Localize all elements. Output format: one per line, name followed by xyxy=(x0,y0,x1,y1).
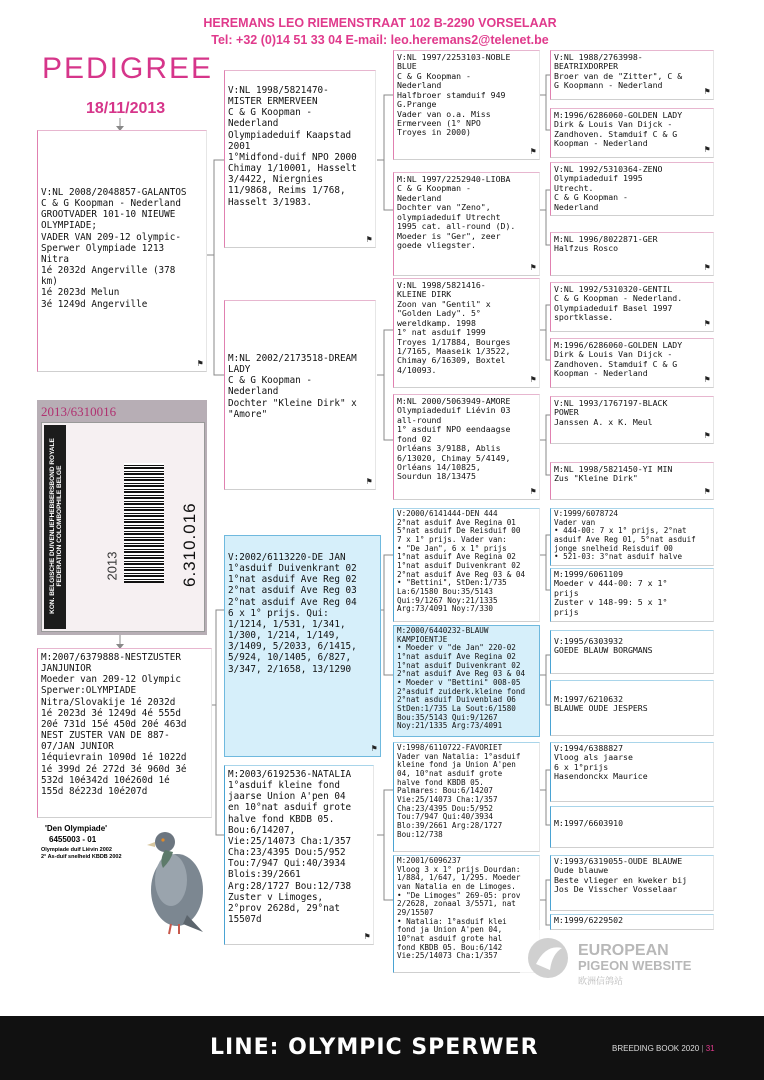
parent-sibling-father-box xyxy=(224,535,381,757)
footer-title: LINE: OLYMPIC SPERWER xyxy=(210,1035,539,1060)
flag-icon: ⚑ xyxy=(530,147,536,157)
flag-icon: ⚑ xyxy=(530,375,536,385)
great-grandparent-text-15: V:1993/6319055-OUDE BLAUWE Oude blauwe Beste vlieger en kweker bij Jos De Visscher Vosselaar xyxy=(554,856,688,895)
great-grandparent-text-9: V:1999/6078724 Vader van • 444-00: 7 x 1° prijs, 2°nat asduif Ave Reg 01, 5°nat asduif jonge snelheid Reisduif 00 • 521-03: 3°nat asduif halve xyxy=(554,509,696,562)
great-grandparent-text-3: V:NL 1992/5310364-ZENO Olympiadeduif 1995 Utrecht. C & G Koopman - Nederland xyxy=(554,164,663,212)
great-grandparent-box-1 xyxy=(550,50,714,100)
ring-card-ring: 2013/6310016 xyxy=(41,404,117,419)
flag-icon: ⚑ xyxy=(704,145,710,155)
great-grandparent-box-11 xyxy=(550,630,714,674)
great-grandparent-text-1: V:NL 1988/2763998- BEATRIXDORPER Broer van de "Zitter", C & G Koopmann - Nederland xyxy=(554,52,683,91)
great-grandparent-text-14: M:1997/6603910 xyxy=(554,818,624,828)
watermark xyxy=(520,930,730,990)
parent-father-box xyxy=(224,70,376,248)
ring-card-federation: KON. BELGISCHE DUIVENLIEFHEBBERSBOND ROYALE FEDERATION COLOMBOPHILE BELGE xyxy=(49,438,63,614)
flag-icon: ⚑ xyxy=(704,375,710,385)
great-grandparent-box-2 xyxy=(550,108,714,158)
ring-card-year: 2013 xyxy=(104,551,120,581)
great-grandparent-box-12 xyxy=(550,680,714,736)
flag-icon: ⚑ xyxy=(704,87,710,97)
parent-mother-text: M:NL 2002/2173518-DREAM LADY C & G Koopman - Nederland Dochter "Kleine Dirk" x "Amore" xyxy=(228,353,357,420)
breeder-name-address: HEREMANS LEO RIEMENSTRAAT 102 B-2290 VORSELAAR xyxy=(203,16,557,30)
subject-bird-box xyxy=(37,130,207,372)
grandparent-box-2 xyxy=(393,172,540,276)
great-grandparent-box-15 xyxy=(550,855,714,911)
watermark-line2: PIGEON WEBSITE xyxy=(578,958,692,973)
great-grandparent-box-7 xyxy=(550,396,714,444)
grandparent-text-8: M:2001/6096237 Vloog 3 x 1° prijs Dourdan: 1/884, 1/647, 1/295. Moeder van Natalia en de Limoges. • "De Limoges" 269-05: prov 2/2628, zonaal 3/5571, nat 29/15507 • Natalia: 1°asduif klei fond ja Union A'pen 04, 10°nat asduif grote hal fond KBDB 05. Bou:6/142 Vie:25/14073 Cha:1/357 xyxy=(397,856,521,961)
flag-icon: ⚑ xyxy=(371,744,377,754)
bird-photo-name: 'Den Olympiade' xyxy=(45,824,108,833)
bird-photo-line1: Olympiade duif Liévin 2002 xyxy=(41,847,112,853)
flag-icon: ⚑ xyxy=(197,359,203,369)
watermark-line3: 欧洲信鸽站 xyxy=(578,976,624,986)
great-grandparent-text-5: V:NL 1992/5310320-GENTIL C & G Koopman - Nederland. Olympiadeduif Basel 1997 sportklasse. xyxy=(554,284,683,323)
breeder-contact: Tel: +32 (0)14 51 33 04 E-mail: leo.heremans2@telenet.be xyxy=(211,33,549,47)
grandparent-text-4: M:NL 2000/5063949-AMORE Olympiadeduif Liévin 03 all-round 1° asduif NPO eendaagse fond 02 Orléans 3/9188, Ablis 6/13020, Chimay 5/4149, Orléans 14/10825, Sourdun 18/13475 xyxy=(397,396,511,482)
grandparent-box-7 xyxy=(393,742,540,852)
grandparent-box-4 xyxy=(393,394,540,500)
grandparent-text-3: V:NL 1998/5821416- KLEINE DIRK Zoon van "Gentil" x "Golden Lady". 5° wereldkamp. 1998 1° nat asduif 1999 Troyes 1/17884, Bourges 1/7165, Maaseik 1/3522, Chimay 6/16309, Boxtel 4/10093. xyxy=(397,280,511,375)
flag-icon: ⚑ xyxy=(364,932,370,942)
flag-icon: ⚑ xyxy=(366,235,372,245)
great-grandparent-box-13 xyxy=(550,742,714,802)
bird-photo-line2: 2° As-duif snelheid KBDB 2002 xyxy=(41,854,122,860)
great-grandparent-box-6 xyxy=(550,338,714,388)
pigeon-icon xyxy=(137,820,209,936)
great-grandparent-text-10: M:1999/6061109 Moeder v 444-00: 7 x 1° prijs Zuster v 148-99: 5 x 1° prijs xyxy=(554,569,668,617)
grandparent-text-2: M:NL 1997/2252940-LIOBA C & G Koopman - Nederland Dochter van "Zeno", olympiadeduif Utrecht 1995 cat. all-round (D). Moeder is "Ger", zeer goede vliegster. xyxy=(397,174,516,250)
flag-icon: ⚑ xyxy=(530,487,536,497)
parent-sibling-mother-box xyxy=(224,765,374,945)
great-grandparent-text-4: M:NL 1996/8022871-GER Halfzus Rosco xyxy=(554,234,658,254)
great-grandparent-box-9 xyxy=(550,508,714,566)
great-grandparent-text-11: V:1995/6303932 GOEDE BLAUW BORGMANS xyxy=(554,636,653,656)
parent-sibling-father-text: V:2002/6113220-DE JAN 1°asduif Duivenkrant 02 1°nat asduif Ave Reg 02 2°nat asduif Ave Reg 03 2°nat asduif Ave Reg 04 6 x 1° prijs. Qui: 1/1214, 1/531, 1/341, 1/300, 1/214, 1/149, 3/1409, 5/2033, 6/1415, 5/924, 10/1405, 6/827, 3/347, 2/1658, 13/1290 xyxy=(228,552,357,675)
great-grandparent-text-16: M:1999/6229502 xyxy=(554,915,624,925)
grandparent-text-5: V:2000/6141444-DEN 444 2°nat asduif Ave Regina 01 5°nat asduif De Reisduif 00 7 x 1° prijs. Vader van: • "De Jan", 6 x 1° prijs 1°nat asduif Ave Regina 02 1°nat asduif Duivenkrant 02 2°nat asduif Ave Reg 03 & 04 • "Bettini", StDen:1/735 La:6/1580 Bou:35/5143 Qui:9/1267 Noy:21/1335 Arg:73/4091 Noy:7/330 xyxy=(397,509,526,614)
great-grandparent-text-12: M:1997/6210632 BLAUWE OUDE JESPERS xyxy=(554,694,648,714)
great-grandparent-text-6: M:1996/6286060-GOLDEN LADY Dirk & Louis Van Dijck - Zandhoven. Stamduif C & G Koopman - Nederland xyxy=(554,340,683,379)
grandparent-text-7: V:1998/6110722-FAVORIET Vader van Natalia: 1°asduif kleine fond ja Union A'pen 04, 10°nat asduif grote halve fond KBDB 05. Palmares: Bou:6/14207 Vie:25/14073 Cha:1/357 Cha:23/4395 Dou:5/952 Tou:7/947 Qui:40/3934 Blo:39/2661 Arg:28/1727 Bou:12/738 xyxy=(397,743,521,839)
pedigree-date: 18/11/2013 xyxy=(86,100,166,117)
watermark-line1: EUROPEAN xyxy=(578,942,669,959)
flag-icon: ⚑ xyxy=(704,431,710,441)
flag-icon: ⚑ xyxy=(704,263,710,273)
grandparent-box-5 xyxy=(393,508,540,622)
footer-book: BREEDING BOOK 2020 | 31 xyxy=(612,1044,715,1053)
flag-icon: ⚑ xyxy=(530,263,536,273)
pigeon-logo-icon xyxy=(526,936,570,980)
great-grandparent-text-7: V:NL 1993/1767197-BLACK POWER Janssen A. x K. Meul xyxy=(554,398,668,427)
grandparent-box-8 xyxy=(393,855,540,973)
page-title: PEDIGREE xyxy=(42,52,214,85)
great-grandparent-box-4 xyxy=(550,232,714,276)
ring-card xyxy=(41,422,205,632)
footer-book-label: BREEDING BOOK 2020 xyxy=(612,1044,700,1053)
great-grandparent-text-13: V:1994/6388827 Vloog als jaarse 6 x 1°prijs Hasendonckx Maurice xyxy=(554,743,648,782)
flag-icon: ⚑ xyxy=(366,477,372,487)
great-grandparent-box-5 xyxy=(550,282,714,332)
parent-father-text: V:NL 1998/5821470- MISTER ERMERVEEN C & G Koopman - Nederland Olympiadeduif Kaapstad 2001 1°Midfond-duif NPO 2000 Chimay 1/10001, Hasselt 3/4422, Niergnies 11/9868, Reims 1/768, Hasselt 3/1983. xyxy=(228,85,357,208)
ring-card-panel xyxy=(37,400,207,635)
grandparent-box-1 xyxy=(393,50,540,160)
parent-mother-box xyxy=(224,300,376,490)
great-grandparent-box-14 xyxy=(550,806,714,848)
parent-sibling-mother-text: M:2003/6192536-NATALIA 1°asduif kleine fond jaarse Union A'pen 04 en 10°nat asduif grote halve fond KBDB 05. Bou:6/14207, Vie:25/14073 Cha:1/357 Cha:23/4395 Dou:5/952 Tou:7/947 Qui:40/3934 Blois:39/2661 Arg:28/1727 Bou:12/738 Zuster v Limoges, 2°prov 2628d, 29°nat 15507d xyxy=(228,769,352,926)
great-grandparent-box-3 xyxy=(550,162,714,216)
grandparent-box-6 xyxy=(393,625,540,737)
ring-card-number: 6.310.016 xyxy=(180,502,199,587)
bird-photo-ring: 6455003 - 01 xyxy=(49,835,97,844)
grandparent-text-6: M:2000/6440232-BLAUW KAMPIOENTJE • Moeder v "de Jan" 220-02 1°nat asduif Ave Regina 02 1°nat asduif Duivenkrant 02 2°nat asduif Ave Reg 03 & 04 • Moeder v "Bettini" 008-05 2°asduif zuiderk.kleine fond 2°nat asduif Duivenblad 06 StDen:1/735 La Sout:6/1580 Bou:35/5143 Qui:9/1267 Noy:21/1335 Arg:73/4091 xyxy=(397,626,526,731)
sibling-text: M:2007/6379888-NESTZUSTER JANJUNIOR Moeder van 209-12 Olympic Sperwer:OLYMPIADE Nitra/Slovakije 1é 2032d 1é 2023d 3é 1249d 4é 555d 20é 731d 15é 450d 20é 463d NEST ZUSTER VAN DE 887- 07/JAN JUNIOR 1équievrain 1090d 1é 1022d 1é 399d 2é 272d 3é 960d 3é 532d 10é342d 10é260d 1é 155d 8é223d 10é207d xyxy=(41,652,187,797)
flag-icon: ⚑ xyxy=(704,487,710,497)
sibling-box xyxy=(37,648,212,818)
great-grandparent-box-10 xyxy=(550,568,714,622)
great-grandparent-box-8 xyxy=(550,462,714,500)
great-grandparent-text-8: M:NL 1998/5821450-YI MIN Zus "Kleine Dirk" xyxy=(554,464,673,484)
footer-page-number: 31 xyxy=(705,1044,715,1053)
grandparent-text-1: V:NL 1997/2253103-NOBLE BLUE C & G Koopman - Nederland Halfbroer stamduif 949 G.Prange Vader van o.a. Miss Ermerveen (1° NPO Troyes in 2000) xyxy=(397,52,511,138)
flag-icon: ⚑ xyxy=(704,319,710,329)
great-grandparent-text-2: M:1996/6286060-GOLDEN LADY Dirk & Louis Van Dijck - Zandhoven. Stamduif C & G Koopman - Nederland xyxy=(554,110,683,149)
great-grandparent-box-16 xyxy=(550,914,714,930)
bird-photo xyxy=(37,818,212,938)
subject-bird-text: V:NL 2008/2048857-GALANTOS C & G Koopman - Nederland GROOTVADER 101-10 NIEUWE OLYMPIADE; VADER VAN 209-12 olympic- Sperwer Olympiade 1213 Nitra 1é 2032d Angerville (378 km) 1é 2023d Melun 3é 1249d Angerville xyxy=(41,187,187,310)
barcode xyxy=(124,463,164,583)
grandparent-box-3 xyxy=(393,278,540,388)
